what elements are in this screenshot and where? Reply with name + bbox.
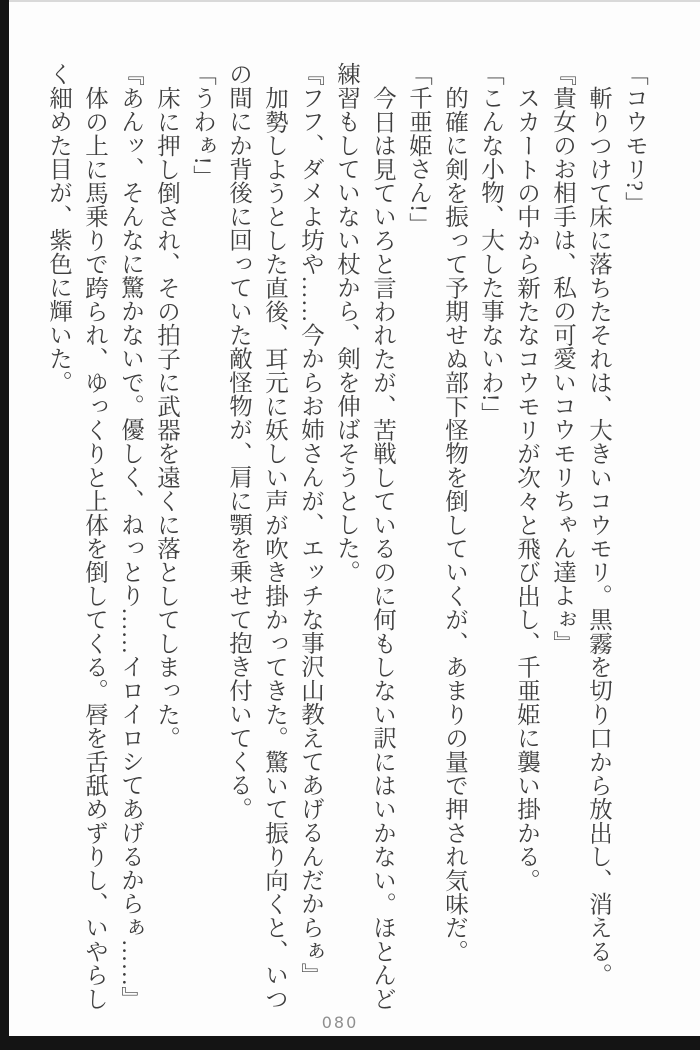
text-column: 斬りつけて床に落ちたそれは、大きいコウモリ。黒霧を切り口から放出し、消える。	[585, 85, 611, 987]
page-bottom-edge	[0, 1036, 700, 1050]
text-column: 今日は見ていろと言われたが、苦戦しているのに何もしない訳にはいかない。ほとんど	[369, 85, 395, 1010]
page-left-edge	[0, 0, 9, 1050]
text-column: く細めた目が、紫色に輝いた。	[45, 62, 71, 394]
vertical-text-block	[40, 62, 652, 1012]
text-column: 『フフ、ダメよ坊や……今からお姉さんが、エッチな事沢山教えてあげるんだからぁ』	[297, 62, 323, 987]
text-column: 体の上に馬乗りで跨られ、ゆっくりと上体を倒してくる。唇を舌舐めずりし、いやらし	[81, 85, 107, 1010]
text-column: 的確に剣を振って予期せぬ部下怪物を倒していくが、あまりの量で押され気味だ。	[441, 85, 467, 963]
text-column: 練習もしていない杖から、剣を伸ばそうとした。	[333, 62, 359, 584]
text-column: 「うわぁ!」	[189, 62, 215, 189]
text-column: スカートの中から新たなコウモリが次々と飛び出し、千亜姫に襲い掛かる。	[513, 85, 539, 892]
text-column: 『貴女のお相手は、私の可愛いコウモリちゃん達よぉ』	[549, 62, 575, 655]
text-column: 『あんッ、そんなに驚かないで。優しく、ねっとり……イロイロシてあげるからぁ……』	[117, 62, 143, 1010]
text-column: 「こんな小物、大した事ないわ!」	[477, 62, 503, 426]
text-column: の間にか背後に回っていた敵怪物が、肩に顎を乗せて抱き付いてくる。	[225, 62, 251, 821]
text-column: 「千亜姫さん!」	[405, 62, 431, 236]
page-top-edge	[0, 0, 700, 2]
text-column: 床に押し倒され、その拍子に武器を遠くに落としてしまった。	[153, 85, 179, 750]
page-number: 080	[321, 1013, 359, 1032]
text-column: 「コウモリ?」	[621, 62, 647, 215]
text-column: 加勢しようとした直後、耳元に妖しい声が吹き掛かってきた。驚いて振り向くと、いつ	[261, 85, 287, 1010]
